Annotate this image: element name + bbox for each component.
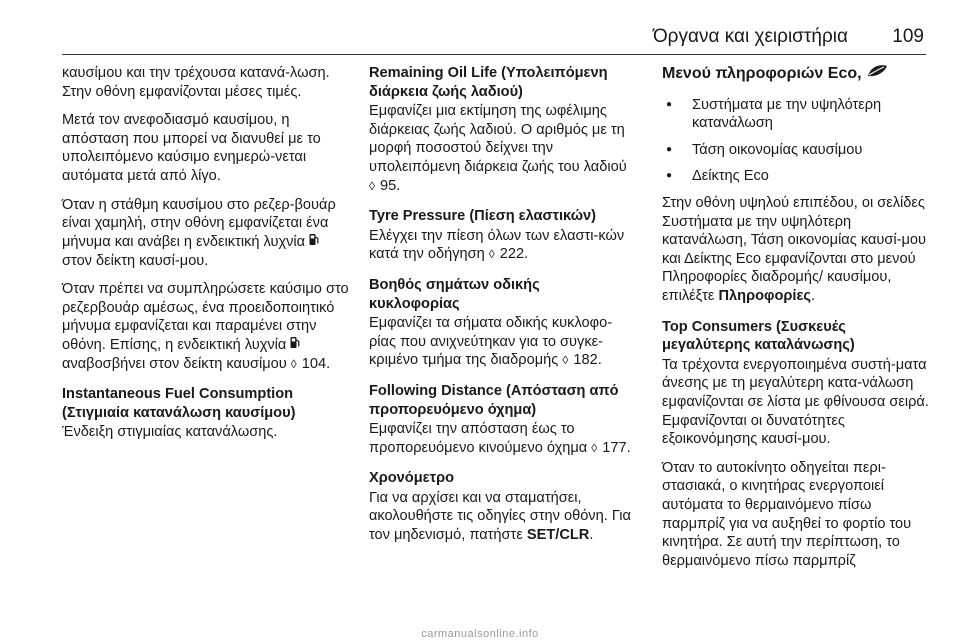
paragraph-text: Εμφανίζει μια εκτίμηση της ωφέλιμης διάρκειας ζωής λαδιού. Ο αριθμός με τη μορφή ποσοστού δείχνει την υπολειπόμενη διάρκεια ζωής του λαδιού xyxy=(369,103,627,175)
section-heading xyxy=(662,64,930,84)
menu-name: Πληροφορίες xyxy=(718,287,811,304)
paragraph: Ένδειξη στιγμιαίας κατανάλωσης. xyxy=(62,424,278,441)
page-reference[interactable]: 182. xyxy=(573,352,602,369)
fuel-pump-icon xyxy=(290,336,300,355)
paragraph xyxy=(369,420,631,457)
paragraph xyxy=(62,196,352,271)
watermark: carmanualsonline.info xyxy=(421,628,539,640)
paragraph xyxy=(369,314,631,370)
page-number: 109 xyxy=(892,26,924,47)
section-heading: Remaining Oil Life (Υπολειπόμενη διάρκεια ζωής λαδιού) xyxy=(369,65,608,100)
reference-arrow-icon: ◊ xyxy=(591,440,598,455)
paragraph-text: αναβοσβήνει στον δείκτη καυσίμου xyxy=(62,355,287,372)
paragraph xyxy=(369,102,631,195)
list-item: ● Δείκτης Eco xyxy=(662,167,930,186)
page-reference[interactable]: 95. xyxy=(380,177,401,194)
paragraph-text: Στην οθόνη υψηλού επιπέδου, οι σελίδες Συστήματα με την υψηλότερη κατανάλωση, Τάση οικονομίας καυσί-μου και Δείκτης Eco εμφανίζονται στο μενού Πληροφορίες διαδρομής/ καυσίμου, επιλέξτε xyxy=(662,195,926,304)
paragraph: Όταν το αυτοκίνητο οδηγείται περι-στασιακά, ο κινητήρας ενεργοποιεί αυτόματα το θερμαινόμενο πίσω παρμπρίζ για να αυξηθεί το φορτίο του κινητήρα. Σε αυτή την περίπτωση, το θερμαινόμενο πίσω παρμπρίζ xyxy=(662,459,912,569)
paragraph-text: στον δείκτη καυσί-μου. xyxy=(62,252,209,269)
section-heading: Χρονόμετρο xyxy=(369,470,455,487)
chapter-title: Όργανα και χειριστήρια xyxy=(652,26,848,47)
eco-leaf-icon xyxy=(866,64,888,84)
bullet-list xyxy=(662,96,930,186)
section-heading: Instantaneous Fuel Consumption (Στιγμιαία κατανάλωση καυσίμου) xyxy=(62,386,296,421)
paragraph xyxy=(369,489,631,545)
reference-arrow-icon: ◊ xyxy=(488,247,495,262)
page-header xyxy=(0,0,960,56)
section-heading: Top Consumers (Συσκευές μεγαλύτερης καταλάνωσης) xyxy=(662,318,855,354)
section-heading: Following Distance (Απόσταση από προπορευόμενο όχημα) xyxy=(369,382,619,418)
paragraph-end: . xyxy=(810,287,816,304)
section-heading: Βοηθός σημάτων οδικής κυκλοφορίας xyxy=(369,276,540,312)
paragraph: Τα τρέχοντα ενεργοποιημένα συστή-ματα άνεσης με τη μεγαλύτερη κατα-νάλωση εμφανίζονται σε λίστα με φθίνουσα σειρά. Εμφανίζονται οι δυνατότητες εξοικονόμησης καυσί-μου. xyxy=(662,356,929,448)
paragraph-text: Εμφανίζει τα σήματα οδικής κυκλοφο-ρίας που ανιχνεύτηκαν για το συγκε-κριμένο τμήμα της διαδρομής xyxy=(369,315,613,369)
paragraph-text: Ελέγχει την πίεση όλων των ελαστι-κών κατά την οδήγηση xyxy=(369,227,625,263)
list-item: ● Τάση οικονομίας καυσίμου xyxy=(662,141,930,160)
fuel-pump-icon xyxy=(309,233,319,252)
page-reference[interactable]: 177. xyxy=(602,439,631,456)
paragraph-text: Εμφανίζει την απόσταση έως το προπορευόμενο κινούμενο όχημα xyxy=(369,421,588,456)
paragraph xyxy=(662,194,930,306)
list-item: ● Συστήματα με την υψηλότερη κατανάλωση xyxy=(662,96,930,133)
paragraph-text: Όταν η στάθμη καυσίμου στο ρεζερ-βουάρ είναι χαμηλή, στην οθόνη εμφανίζεται ένα μήνυμα και ανάβει η ενδεικτική λυχνία xyxy=(62,196,336,250)
section-heading: Tyre Pressure (Πίεση ελαστικών) xyxy=(369,208,597,225)
column-right xyxy=(662,64,930,580)
paragraph xyxy=(62,280,352,373)
heading-text: Μενού πληροφοριών Eco, xyxy=(662,65,862,83)
reference-arrow-icon: ◊ xyxy=(369,178,375,193)
paragraph-text: Για να αρχίσει και να σταματήσει, ακολουθήστε τις οδηγίες στην οθόνη. Για τον μηδενισμό, πατήστε xyxy=(369,489,631,544)
header-divider xyxy=(62,54,926,55)
button-name: SET/CLR xyxy=(526,527,590,544)
paragraph xyxy=(369,227,631,264)
paragraph-text: Όταν πρέπει να συμπληρώσετε καύσιμο στο ρεζερβουάρ αμέσως, ένα προειδοποιητικό μήνυμα εμφανίζεται και παραμένει στην οθόνη. Επίσης, η ενδεικτική λυχνία xyxy=(62,281,349,354)
column-middle xyxy=(369,64,631,555)
page-reference[interactable]: 222. xyxy=(499,246,529,263)
reference-arrow-icon: ◊ xyxy=(562,353,569,368)
column-left xyxy=(62,64,352,452)
paragraph-end: . xyxy=(589,527,594,544)
paragraph: καυσίμου και την τρέχουσα κατανά-λωση. Στην οθόνη εμφανίζονται μέσες τιμές. xyxy=(62,65,330,100)
paragraph: Μετά τον ανεφοδιασμό καυσίμου, η απόσταση που μπορεί να διανυθεί με το υπολειπόμενο καύσιμο ενημερώ-νεται αυτόματα μετά από λίγο. xyxy=(62,112,321,184)
reference-arrow-icon: ◊ xyxy=(290,356,297,371)
page-reference[interactable]: 104. xyxy=(301,355,331,372)
